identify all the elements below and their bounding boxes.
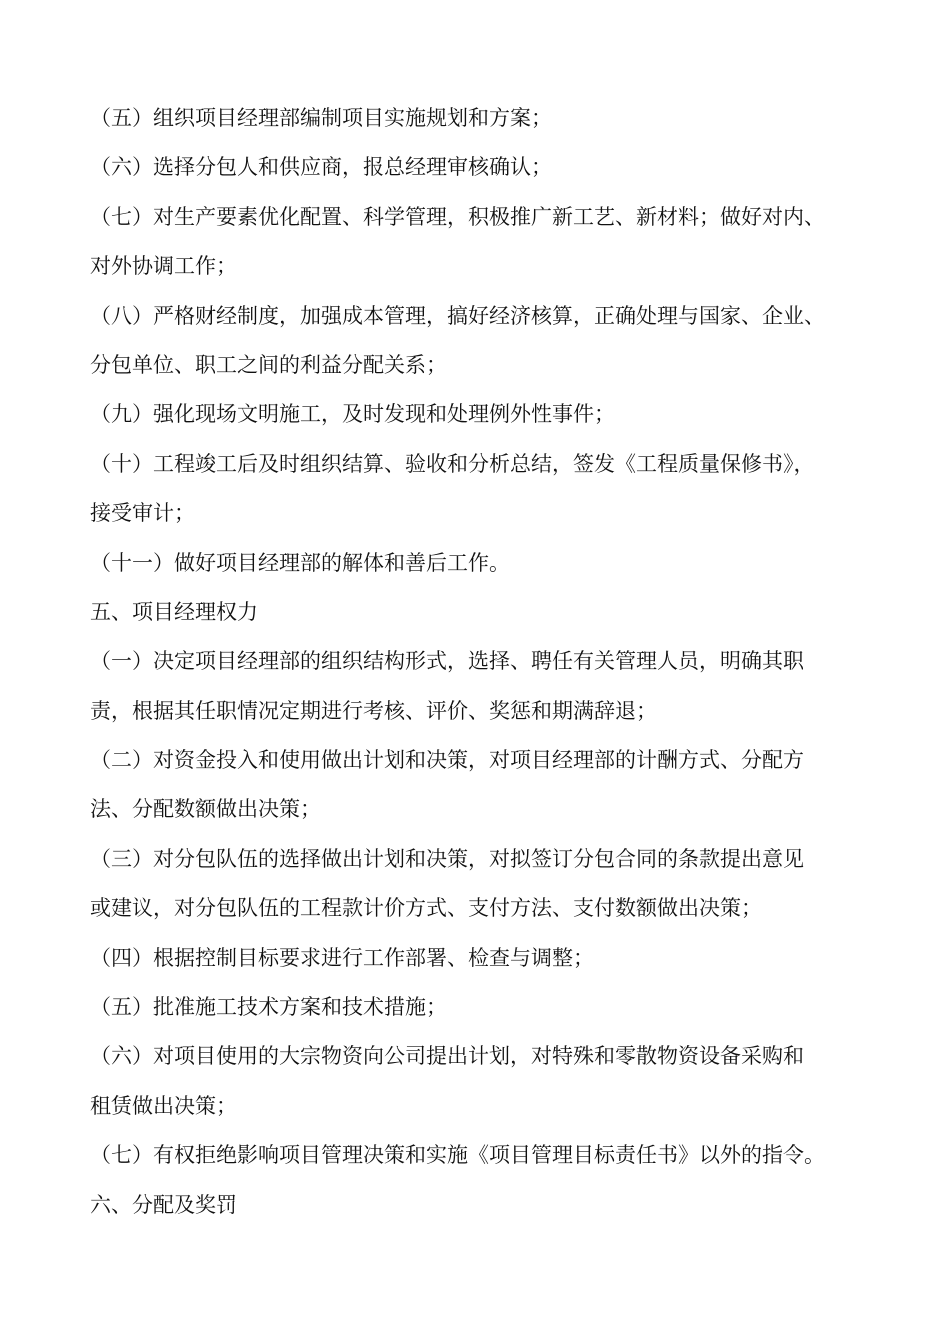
text-line: 接受审计； [90,501,195,526]
text-line: （七）对生产要素优化配置、科学管理，积极推广新工艺、新材料；做好对内、 [90,204,825,229]
document-body [90,94,870,1230]
text-line: 责，根据其任职情况定期进行考核、评价、奖惩和期满辞退； [90,698,657,723]
text-line: 租赁做出决策； [90,1093,237,1118]
text-line: （八）严格财经制度，加强成本管理，搞好经济核算，正确处理与国家、企业、 [90,303,825,328]
text-line: （七）有权拒绝影响项目管理决策和实施《项目管理目标责任书》以外的指令。 [90,1143,825,1168]
text-line: 分包单位、职工之间的利益分配关系； [90,352,447,377]
text-line: （一）决定项目经理部的组织结构形式，选择、聘任有关管理人员，明确其职 [90,649,804,674]
text-line: 或建议，对分包队伍的工程款计价方式、支付方法、支付数额做出决策； [90,896,762,921]
text-line: （六）对项目使用的大宗物资向公司提出计划，对特殊和零散物资设备采购和 [90,1044,804,1069]
section-heading: 五、项目经理权力 [90,599,258,624]
text-line: 法、分配数额做出决策； [90,797,321,822]
text-line: （四）根据控制目标要求进行工作部署、检查与调整； [90,945,594,970]
section-heading: 六、分配及奖罚 [90,1192,237,1217]
text-line: （五）批准施工技术方案和技术措施； [90,995,447,1020]
text-line: （十一）做好项目经理部的解体和善后工作。 [90,550,510,575]
text-line: （二）对资金投入和使用做出计划和决策，对项目经理部的计酬方式、分配方 [90,748,804,773]
text-line: 对外协调工作； [90,254,237,279]
text-line: （六）选择分包人和供应商，报总经理审核确认； [90,155,552,180]
text-line: （九）强化现场文明施工，及时发现和处理例外性事件； [90,402,615,427]
text-line: （十）工程竣工后及时组织结算、验收和分析总结，签发《工程质量保修书》， [90,451,815,476]
text-line: （三）对分包队伍的选择做出计划和决策，对拟签订分包合同的条款提出意见 [90,846,804,871]
text-line: （五）组织项目经理部编制项目实施规划和方案； [90,106,552,130]
